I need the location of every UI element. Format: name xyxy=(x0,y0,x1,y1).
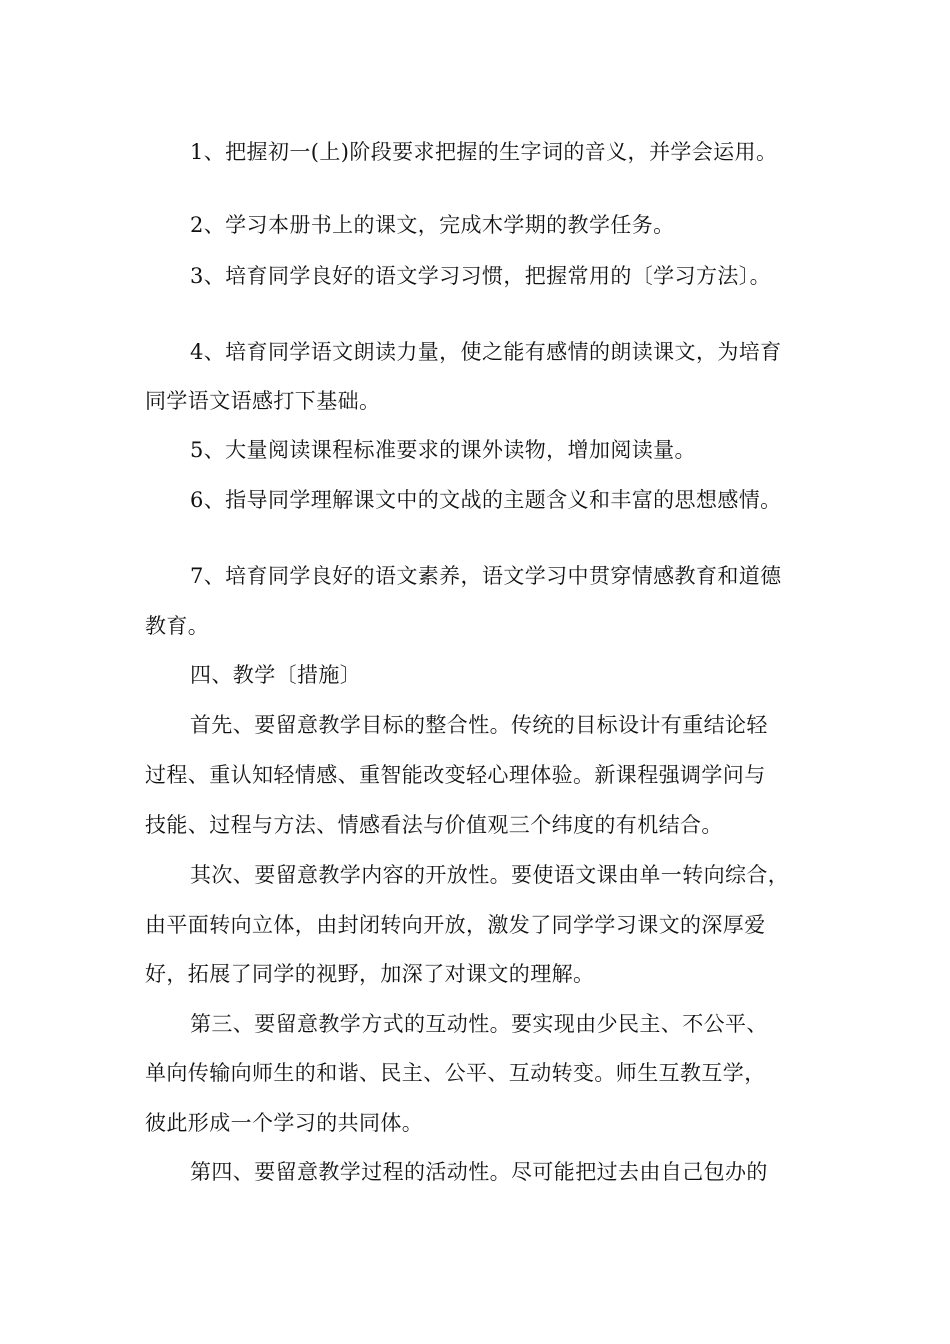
measure-3-line-3: 彼此形成一个学习的共同体。 xyxy=(145,1111,424,1135)
measure-3-line-1: 第三、要留意教学方式的互动性。要实现由少民主、不公平、 xyxy=(190,1012,768,1036)
measure-2-line-2: 由平面转向立体，由封闭转向开放，激发了同学学习课文的深厚爱 xyxy=(145,913,766,937)
measure-4-line-1: 第四、要留意教学过程的活动性。尽可能把过去由自己包办的 xyxy=(190,1160,768,1184)
objective-6: 6、指导同学理解课文中的文战的主题含义和丰富的思想感情。 xyxy=(190,488,782,512)
objective-2: 2、学习本册书上的课文，完成木学期的教学任务。 xyxy=(190,213,675,237)
objective-1: 1、把握初一(上)阶段要求把握的生字词的音义，并学会运用。 xyxy=(190,140,778,164)
measure-2-line-3: 好，拓展了同学的视野，加深了对课文的理解。 xyxy=(145,962,595,986)
measure-3-line-2: 单向传输向师生的和谐、民主、公平、互动转变。师生互教互学， xyxy=(145,1061,766,1085)
section-heading: 四、教学〔措施〕 xyxy=(190,663,362,687)
objective-5: 5、大量阅读课程标准要求的课外读物，增加阅读量。 xyxy=(190,438,696,462)
measure-2-line-1: 其次、要留意教学内容的开放性。要使语文课由单一转向综合， xyxy=(190,863,790,887)
measure-1-line-1: 首先、要留意教学目标的整合性。传统的目标设计有重结论轻 xyxy=(190,713,768,737)
objective-3: 3、培育同学良好的语文学习习惯，把握常用的〔学习方法〕。 xyxy=(190,264,772,288)
measure-1-line-3: 技能、过程与方法、情感看法与价值观三个纬度的有机结合。 xyxy=(145,813,723,837)
objective-7-line-1: 7、培育同学良好的语文素养，语文学习中贯穿情感教育和道德 xyxy=(190,564,782,588)
objective-7-line-2: 教育。 xyxy=(145,614,210,638)
objective-4-line-2: 同学语文语感打下基础。 xyxy=(145,389,381,413)
measure-1-line-2: 过程、重认知轻情感、重智能改变轻心理体验。新课程强调学问与 xyxy=(145,763,766,787)
objective-4-line-1: 4、培育同学语文朗读力量，使之能有感情的朗读课文，为培育 xyxy=(190,340,782,364)
